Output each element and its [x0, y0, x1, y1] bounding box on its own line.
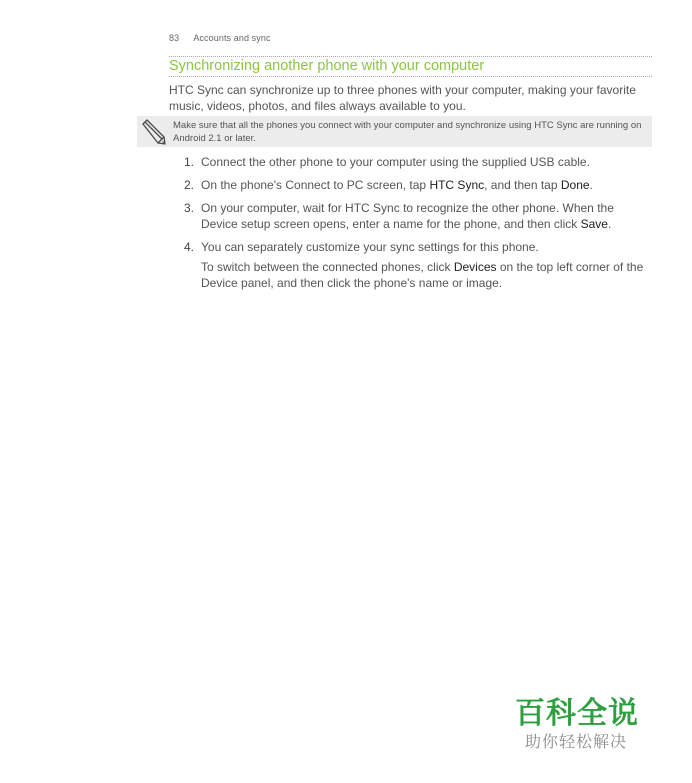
ui-term-devices: Devices: [453, 260, 497, 274]
ui-term-htc-sync: HTC Sync: [429, 178, 485, 192]
watermark-tagline: 助你轻松解决: [525, 732, 628, 751]
step-item: [169, 200, 652, 232]
ui-term-done: Done: [560, 178, 590, 192]
step-text: on the top left corner of the Device panel, and then click the phone's name or image.: [201, 260, 644, 290]
watermark-logo: 百科全说: [515, 696, 639, 731]
step-text: .: [607, 217, 612, 231]
title-bottom-divider: [169, 76, 652, 77]
step-4-continuation: [201, 259, 656, 291]
note-box: [137, 116, 652, 147]
ui-term-save: Save: [580, 217, 608, 231]
title-top-divider: [169, 56, 652, 57]
intro-paragraph: HTC Sync can synchronize up to three phones with your computer, making your favorite music, videos, photos, and files always available to you.: [169, 83, 636, 113]
page-number: 83: [169, 33, 180, 43]
note-text: Make sure that all the phones you connect with your computer and synchronize using HTC Sync are running on Android 2.1 or later.: [173, 120, 642, 144]
step-item: [169, 239, 652, 255]
steps-list: [169, 154, 652, 262]
step-item: [169, 154, 652, 170]
section-title: Synchronizing another phone with your computer: [169, 58, 485, 74]
step-text: You can separately customize your sync settings for this phone.: [201, 240, 539, 254]
page-header: [169, 33, 271, 43]
step-number: 4.: [184, 240, 195, 254]
chapter-title: Accounts and sync: [193, 33, 271, 43]
step-number: 1.: [184, 155, 195, 169]
step-number: 3.: [184, 201, 195, 215]
step-text: To switch between the connected phones, click: [201, 260, 454, 274]
step-text: , and then tap: [484, 178, 561, 192]
step-text: On your computer, wait for HTC Sync to recognize the other phone. When the Device setup screen opens, enter a name for the phone, and then click: [201, 201, 614, 231]
step-text: .: [589, 178, 593, 192]
step-item: [169, 177, 652, 193]
step-text: Connect the other phone to your computer using the supplied USB cable.: [201, 155, 590, 169]
step-number: 2.: [184, 178, 195, 192]
pencil-icon: [140, 119, 166, 145]
step-text: On the phone's Connect to PC screen, tap: [201, 178, 430, 192]
